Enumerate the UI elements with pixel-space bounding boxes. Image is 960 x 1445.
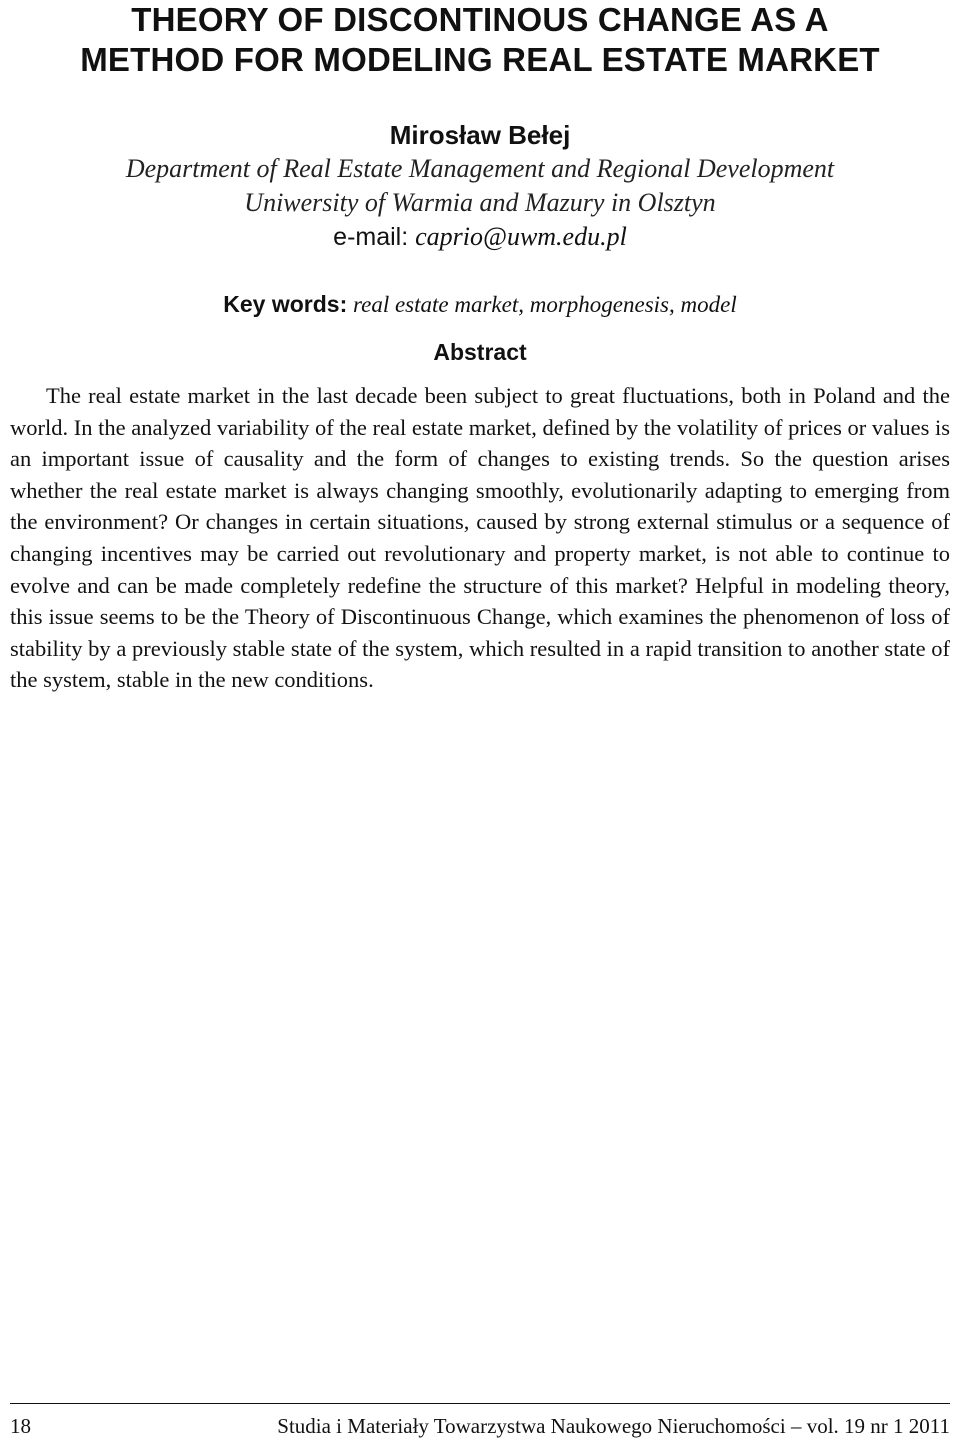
email-label: e-mail: [333, 223, 416, 251]
keywords [0, 288, 960, 321]
page-footer [10, 1410, 950, 1442]
paper-title-line-2: METHOD FOR MODELING REAL ESTATE MARKET [80, 41, 880, 78]
page-number: 18 [10, 1414, 31, 1438]
paper-title [0, 0, 960, 80]
author-block [0, 118, 960, 254]
journal-citation: Studia i Materiały Towarzystwa Naukowego Nieruchomości – vol. 19 nr 1 2011 [277, 1414, 950, 1438]
author-name: Mirosław Bełej [389, 120, 571, 150]
abstract-heading: Abstract [433, 339, 527, 365]
affiliation-university: Uniwersity of Warmia and Mazury in Olsztyn [244, 188, 716, 217]
keywords-value: real estate market, morphogenesis, model [347, 292, 737, 317]
keywords-label: Key words: [223, 291, 348, 317]
affiliation-department: Department of Real Estate Management and Regional Development [125, 154, 835, 183]
author-email [0, 220, 960, 254]
abstract-text: The real estate market in the last decade been subject to great fluctuations, both in Poland and the world. In the analyzed variability of the real estate market, defined by the volatility of prices or values is an important issue of causality and the form of changes to existing trends. So the question arises whether the real estate market is always changing smoothly, evolutionarily adapting to emerging from the environment? Or changes in certain situations, caused by strong external stimulus or a sequence of changing incentives may be carried out revolutionary and property market, is not able to continue to evolve and can be made completely redefine the structure of this market? Helpful in modeling theory, this issue seems to be the Theory of Discontinuous Change, which examines the phenomenon of loss of stability by a previously stable state of the system, which resulted in a rapid transition to another state of the system, stable in the new conditions. [10, 383, 950, 693]
paper-title-line-1: THEORY OF DISCONTINOUS CHANGE AS A [131, 1, 829, 38]
email-address[interactable]: caprio@uwm.edu.pl [415, 222, 627, 251]
footer-divider [10, 1403, 950, 1404]
